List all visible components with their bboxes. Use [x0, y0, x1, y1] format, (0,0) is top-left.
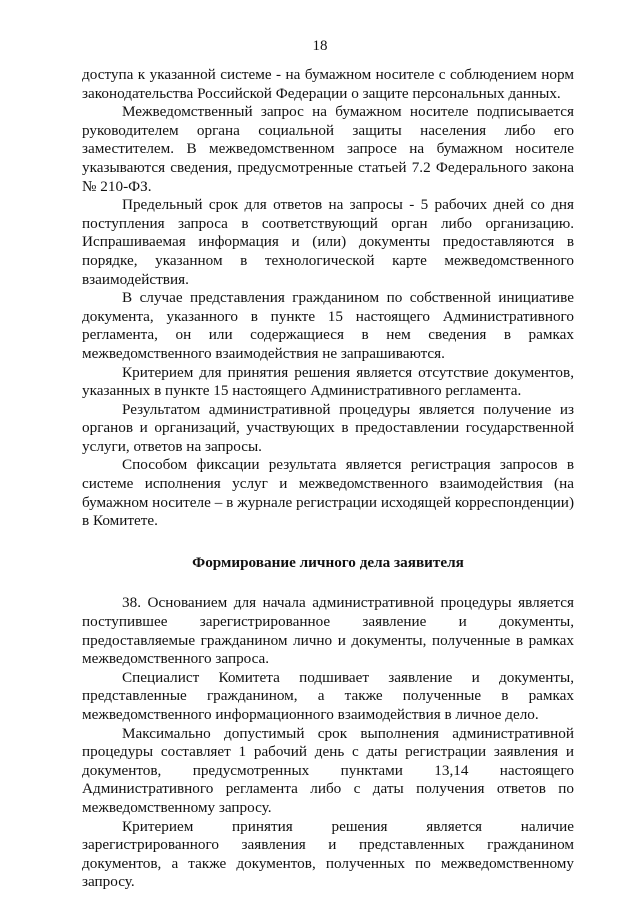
paragraph-max-term: Максимально допустимый срок выполнения административной процедуры составляет 1 рабочий день с даты регистрации заявления и документов, предусмотренных пунктами 13,14 настоящего Административного регламента либо с даты получения ответов по межведомственному запросу.: [82, 724, 574, 816]
paragraph-own-initiative: В случае представления гражданином по собственной инициативе документа, указанного в пункте 15 настоящего Административного регламента, он или содержащиеся в нем сведения в рамках межведомственного взаимодействия не запрашиваются.: [82, 289, 574, 362]
paragraph-response-deadline: Предельный срок для ответов на запросы - 5 рабочих дней со дня поступления запроса в соответствующий орган либо организацию. Испрашиваемая информация и (или) документы предоставляются в порядке, указанном в технологической карте межведомственного взаимодействия.: [82, 196, 574, 288]
paragraph-procedure-result: Результатом административной процедуры является получение из органов и организаций, участвующих в предоставлении государственной услуги, ответов на запросы.: [82, 400, 574, 455]
page-number: 18: [312, 38, 328, 54]
paragraph-interagency-request-signature: Межведомственный запрос на бумажном носителе подписывается руководителем органа социальной защиты населения либо его заместителем. В межведомственном запросе на бумажном носителе указываются сведения, предусмотренные статьей 7.2 Федерального закона № 210-ФЗ.: [82, 103, 574, 195]
document-body: [82, 66, 574, 892]
paragraph-fixation-method: Способом фиксации результата является регистрация запросов в системе исполнения услуг и межведомственного взаимодействия (на бумажном носителе – в журнале регистрации исходящей корреспонденции) в Комитете.: [82, 456, 574, 530]
section-heading: Формирование личного дела заявителя: [192, 553, 464, 571]
paragraph-specialist-files: Специалист Комитета подшивает заявление и документы, представленные гражданином, а также полученные в рамках межведомственного информационного взаимодействия в личное дело.: [82, 668, 574, 723]
paragraph-decision-criterion: Критерием для принятия решения является отсутствие документов, указанных в пункте 15 настоящего Административного регламента.: [82, 363, 574, 400]
paragraph-final-criterion: Критерием принятия решения является наличие зарегистрированного заявления и представленных гражданином документов, а также документов, полученных по межведомственному запросу.: [82, 817, 574, 891]
paragraph-continuation: доступа к указанной системе - на бумажном носителе с соблюдением норм законодательства Российской Федерации о защите персональных данных.: [82, 66, 574, 102]
paragraph-item-38: 38. Основанием для начала административной процедуры является поступившее зарегистрированное заявление и документы, предоставляемые гражданином лично и документы, полученные в рамках межведомственного запроса.: [82, 594, 574, 668]
